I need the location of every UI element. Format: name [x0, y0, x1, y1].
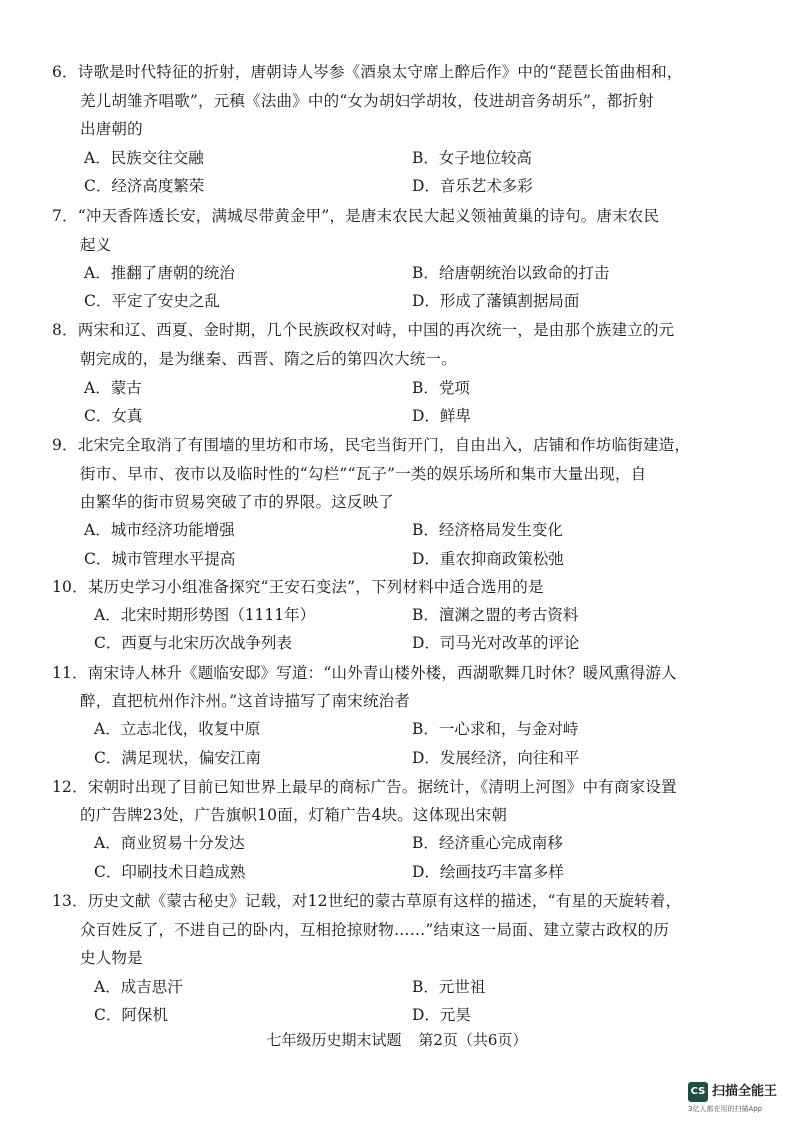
question-text-line: 由繁华的街市贸易突破了市的界限。这反映了	[80, 493, 395, 511]
option-a: A．成吉思汗	[94, 978, 183, 996]
option-d: D．音乐艺术多彩	[412, 177, 533, 195]
footer-title: 七年级历史期末试题	[266, 1031, 402, 1049]
option-c: C．女真	[84, 407, 143, 425]
option-b: B．元世祖	[412, 978, 486, 996]
question-text-line: 的广告牌23处，广告旗帜10面，灯箱广告4块。这体现出宋朝	[80, 806, 508, 824]
question-text-line: 朝完成的，是为继秦、西晋、隋之后的第四次大统一。	[80, 350, 457, 368]
option-a: A．立志北伐，收复中原	[94, 720, 261, 738]
page-footer	[0, 1030, 794, 1050]
option-d: D．形成了藩镇割据局面	[412, 292, 580, 310]
watermark-tagline: 3亿人都在用的扫描App	[688, 1105, 763, 1113]
option-d: D．元昊	[412, 1006, 471, 1024]
option-a: A．蒙古	[84, 379, 142, 397]
question-text-line: 11．南宋诗人林升《题临安邸》写道：“山外青山楼外楼，西湖歌舞几时休？暖风熏得游人	[52, 664, 677, 682]
footer-page-number: 第2页（共6页）	[418, 1031, 528, 1049]
option-b: B．党项	[412, 379, 470, 397]
option-c: C．西夏与北宋历次战争列表	[94, 634, 292, 652]
question-text-line: 羌儿胡雏齐唱歌”，元稹《法曲》中的“女为胡妇学胡妆，伎进胡音务胡乐”，都折射	[80, 92, 654, 110]
option-d: D．司马光对改革的评论	[412, 634, 580, 652]
question-text-line: 10．某历史学习小组准备探究“王安石变法”，下列材料中适合选用的是	[52, 578, 544, 596]
option-b: B．一心求和，与金对峙	[412, 720, 579, 738]
question-text-line: 出唐朝的	[80, 120, 143, 138]
question-text-line: 6．诗歌是时代特征的折射，唐朝诗人岑参《酒泉太守席上醉后作》中的“琵琶长笛曲相和，	[52, 63, 683, 81]
option-c: C．满足现状，偏安江南	[94, 749, 261, 767]
option-b: B．经济格局发生变化	[412, 521, 563, 539]
option-b: B．女子地位较高	[412, 149, 532, 167]
question-text-line: 9．北宋完全取消了有围墙的里坊和市场，民宅当街开门，自由出入，店铺和作坊临街建造，	[52, 436, 691, 454]
option-b: B．给唐朝统治以致命的打击	[412, 264, 610, 282]
option-c: C．印刷技术日趋成熟	[94, 863, 246, 881]
watermark-app-name: 扫描全能王	[712, 1084, 778, 1099]
option-d: D．鲜卑	[412, 407, 471, 425]
option-b: B．澶渊之盟的考古资料	[412, 606, 579, 624]
option-a: A．北宋时期形势图（1111年）	[94, 606, 316, 624]
option-c: C．阿保机	[94, 1006, 168, 1024]
scanner-watermark	[688, 1082, 788, 1118]
question-text-line: 12．宋朝时出现了目前已知世界上最早的商标广告。据统计，《清明上河图》中有商家设置	[52, 778, 677, 796]
option-d: D．重农抑商政策松弛	[412, 550, 564, 568]
option-d: D．发展经济，向往和平	[412, 749, 580, 767]
option-c: C．平定了安史之乱	[84, 292, 220, 310]
question-text-line: 醉，直把杭州作汴州。”这首诗描写了南宋统治者	[80, 692, 411, 710]
option-a: A．城市经济功能增强	[84, 521, 235, 539]
option-a: A．商业贸易十分发达	[94, 834, 245, 852]
option-a: A．民族交往交融	[84, 149, 204, 167]
question-text-line: 街市、早市、夜市以及临时性的“勾栏”“瓦子”一类的娱乐场所和集市大量出现，自	[80, 465, 647, 483]
question-text-line: 7．“冲天香阵透长安，满城尽带黄金甲”，是唐末农民大起义领袖黄巢的诗句。唐末农民	[52, 207, 660, 225]
option-c: C．城市管理水平提高	[84, 550, 236, 568]
question-text-line: 8．两宋和辽、西夏、金时期，几个民族政权对峙，中国的再次统一，是由那个族建立的元	[52, 321, 675, 339]
option-d: D．绘画技巧丰富多样	[412, 863, 564, 881]
question-text-line: 史人物是	[80, 949, 143, 967]
option-b: B．经济重心完成南移	[412, 834, 563, 852]
question-text-line: 13．历史文献《蒙古秘史》记载，对12世纪的蒙古草原有这样的描述，“有星的天旋转着，	[52, 892, 682, 910]
camscanner-logo-icon: CS	[688, 1082, 708, 1102]
option-c: C．经济高度繁荣	[84, 177, 205, 195]
option-a: A．推翻了唐朝的统治	[84, 264, 235, 282]
question-text-line: 起义	[80, 236, 112, 254]
question-text-line: 众百姓反了，不进自己的卧内，互相抢掠财物……”结束这一局面、建立蒙古政权的历	[80, 921, 670, 939]
